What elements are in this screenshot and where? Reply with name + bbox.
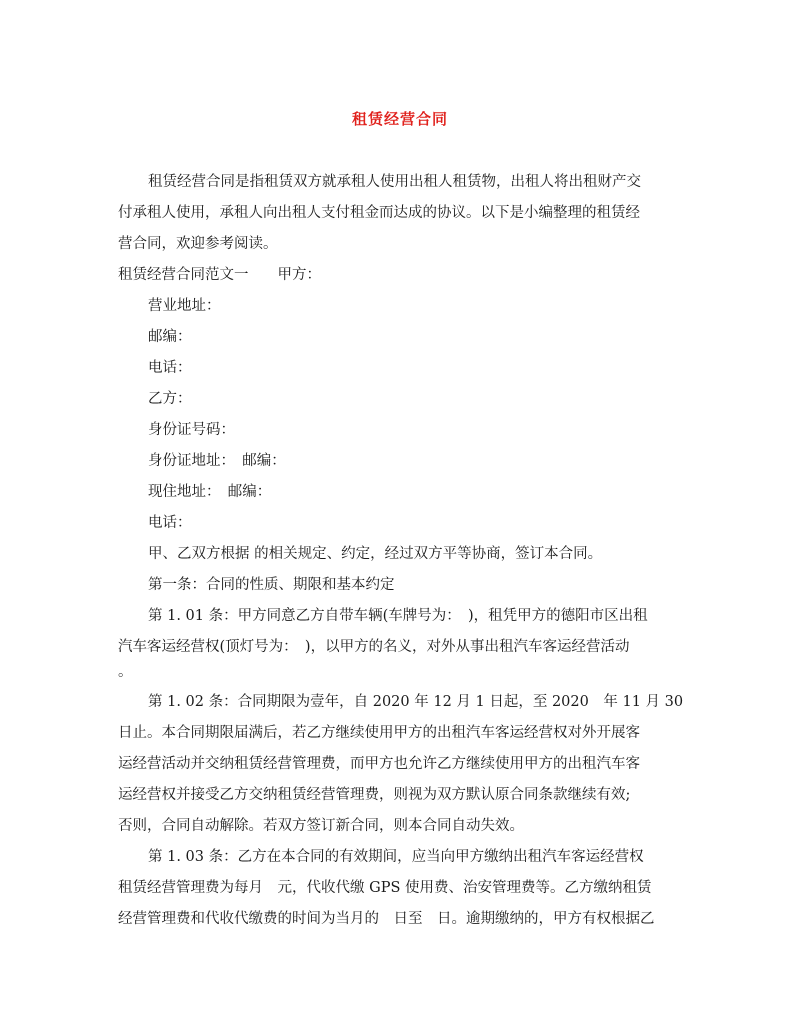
paragraph-line: 运经营权并接受乙方交纳租赁经营管理费，则视为双方默认原合同条款继续有效; xyxy=(118,787,631,803)
paragraph-line: 否则，合同自动解除。若双方签订新合同，则本合同自动失效。 xyxy=(118,818,524,834)
paragraph-line: 甲、乙双方根据 的相关规定、约定，经过双方平等协商，签订本合同。 xyxy=(148,546,603,562)
paragraph-line: 经营管理费和代收代缴费的时间为当月的 日至 日。逾期缴纳的，甲方有权根据乙 xyxy=(118,911,655,927)
paragraph-line: 乙方： xyxy=(148,391,192,407)
paragraph-line: 营合同，欢迎参考阅读。 xyxy=(118,236,278,252)
paragraph-line: 第 1. 01 条：甲方同意乙方自带车辆(车牌号为： )，租凭甲方的德阳市区出租 xyxy=(148,608,648,624)
paragraph-line: 现住地址： 邮编： xyxy=(148,484,272,500)
paragraph-line: 营业地址： xyxy=(148,298,221,314)
paragraph-line: 第 1. 03 条：乙方在本合同的有效期间，应当向甲方缴纳出租汽车客运经营权 xyxy=(148,849,644,865)
paragraph-line: 日止。本合同期限届满后，若乙方继续使用甲方的出租汽车客运经营权对外开展客 xyxy=(118,725,640,741)
paragraph-line: 租赁经营合同是指租赁双方就承租人使用出租人租赁物，出租人将出租财产交 xyxy=(148,174,641,190)
paragraph-line: 身份证地址： 邮编： xyxy=(148,453,286,469)
paragraph-line: 租赁经营管理费为每月 元，代收代缴 GPS 使用费、治安管理费等。乙方缴纳租赁 xyxy=(118,880,652,896)
paragraph-line: 租赁经营合同范文一 甲方： xyxy=(118,267,321,283)
paragraph-line: 电话： xyxy=(148,515,192,531)
paragraph-line: 汽车客运经营权(顶灯号为： )，以甲方的名义，对外从事出租汽车客运经营活动 xyxy=(118,639,630,655)
paragraph-line: 第 1. 02 条：合同期限为壹年，自 2020 年 12 月 1 日起，至 2020 年 11 月 30 xyxy=(148,694,684,710)
paragraph-line: 邮编： xyxy=(148,329,192,345)
paragraph-line: 身份证号码： xyxy=(148,422,235,438)
paragraph-line: 运经营活动并交纳租赁经营管理费，而甲方也允许乙方继续使用甲方的出租汽车客 xyxy=(118,756,640,772)
paragraph-line: 。 xyxy=(118,664,133,680)
paragraph-line: 电话： xyxy=(148,360,192,376)
document-title: 租赁经营合同 xyxy=(351,110,448,128)
paragraph-line: 付承租人使用，承租人向出租人支付租金而达成的协议。以下是小编整理的租赁经 xyxy=(118,205,640,221)
section-heading: 第一条：合同的性质、期限和基本约定 xyxy=(148,577,395,593)
